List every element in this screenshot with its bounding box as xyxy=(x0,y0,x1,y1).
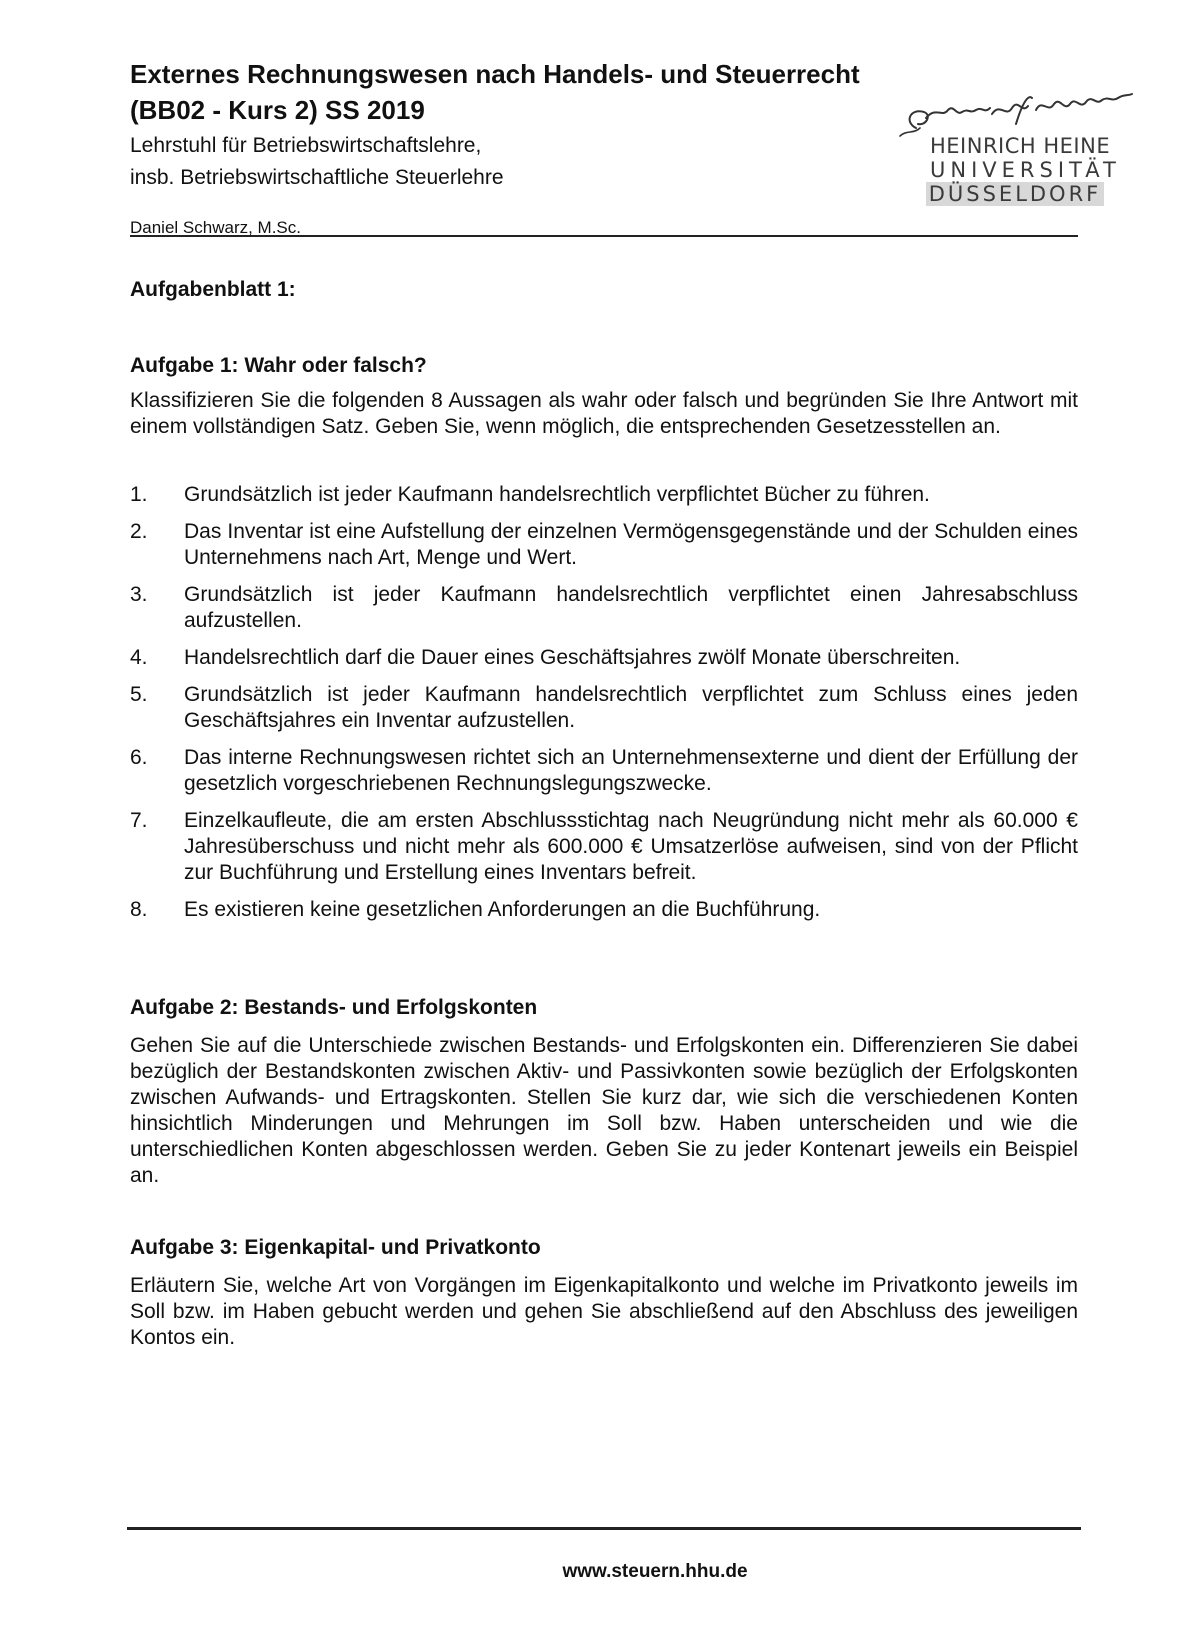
task-1-intro: Klassifizieren Sie die folgenden 8 Aussagen als wahr oder falsch und begründen Sie Ihre Antwort mit einem vollständigen Satz. Geben Sie, wenn möglich, die entsprechenden Gesetzesstellen an. xyxy=(130,389,1078,438)
chair-line-1: Lehrstuhl für Betriebswirtschaftslehre, xyxy=(130,134,482,157)
list-item xyxy=(130,897,1078,923)
list-item xyxy=(130,645,1078,671)
task-2-title: Aufgabe 2: Bestands- und Erfolgskonten xyxy=(130,996,538,1019)
logo-text-line-3: DÜSSELDORF xyxy=(926,182,1105,206)
statement-text: Grundsätzlich ist jeder Kaufmann handelsrechtlich verpflichtet Bücher zu führen. xyxy=(184,483,930,506)
list-item xyxy=(130,482,1078,508)
header-divider xyxy=(130,235,1078,237)
statement-number: 6. xyxy=(130,746,148,769)
list-item xyxy=(130,582,1078,634)
statement-text: Grundsätzlich ist jeder Kaufmann handelsrechtlich verpflichtet zum Schluss eines jeden Geschäftsjahres ein Inventar aufzustellen. xyxy=(184,683,1078,732)
course-title: Externes Rechnungswesen nach Handels- und Steuerrecht xyxy=(130,59,860,89)
statement-number: 5. xyxy=(130,683,148,706)
statement-number: 2. xyxy=(130,520,148,543)
task-1-title: Aufgabe 1: Wahr oder falsch? xyxy=(130,354,427,377)
footer-divider xyxy=(127,1527,1081,1530)
list-item xyxy=(130,682,1078,734)
statement-text: Es existieren keine gesetzlichen Anforderungen an die Buchführung. xyxy=(184,898,821,921)
statement-text: Grundsätzlich ist jeder Kaufmann handelsrechtlich verpflichtet einen Jahresabschluss aufzustellen. xyxy=(184,583,1078,632)
statement-text: Das Inventar ist eine Aufstellung der einzelnen Vermögensgegenstände und der Schulden eines Unternehmens nach Art, Menge und Wert. xyxy=(184,520,1078,569)
list-item xyxy=(130,745,1078,797)
list-item xyxy=(130,519,1078,571)
task-2-text: Gehen Sie auf die Unterschiede zwischen Bestands- und Erfolgskonten ein. Differenzieren Sie dabei bezüglich der Bestandskonten zwischen Aktiv- und Passivkonten sowie bezüglich der Erfolgskonten zwischen Aufwands- und Ertragskonten. Stellen Sie kurz dar, wie sich die verschiedenen Konten hinsichtlich Minderungen und Mehrungen im Soll bzw. Haben unterscheiden und wie die unterschiedlichen Konten abgeschlossen werden. Geben Sie zu jeder Kontenart jeweils ein Beispiel an. xyxy=(130,1034,1078,1187)
logo-text-line-1: HEINRICH HEINE xyxy=(930,134,1111,158)
statement-text: Einzelkaufleute, die am ersten Abschlussstichtag nach Neugründung nicht mehr als 60.000 € Jahresüberschuss und nicht mehr als 600.000 € Umsatzerlöse aufweisen, sind von der Pflicht zur Buchführung und Erstellung eines Inventars befreit. xyxy=(184,809,1078,884)
statement-number: 1. xyxy=(130,483,148,506)
list-item xyxy=(130,808,1078,886)
statement-number: 3. xyxy=(130,583,148,606)
statement-text: Handelsrechtlich darf die Dauer eines Geschäftsjahres zwölf Monate überschreiten. xyxy=(184,646,961,669)
footer-url: www.steuern.hhu.de xyxy=(562,1561,748,1582)
sheet-title: Aufgabenblatt 1: xyxy=(130,278,296,301)
statement-number: 4. xyxy=(130,646,148,669)
task-3-text: Erläutern Sie, welche Art von Vorgängen im Eigenkapitalkonto und welche im Privatkonto jeweils im Soll bzw. im Haben gebucht werden und gehen Sie abschließend auf den Abschluss des jeweiligen Kontos ein. xyxy=(130,1274,1078,1349)
statement-number: 8. xyxy=(130,898,148,921)
statement-number: 7. xyxy=(130,809,148,832)
task-3-title: Aufgabe 3: Eigenkapital- und Privatkonto xyxy=(130,1236,541,1259)
logo-text-line-2: UNIVERSITÄT xyxy=(930,158,1121,182)
statement-text: Das interne Rechnungswesen richtet sich an Unternehmensexterne und dient der Erfüllung der gesetzlich vorgeschriebenen Rechnungslegungszwecke. xyxy=(184,746,1078,795)
university-logo xyxy=(896,84,1136,208)
statement-list xyxy=(130,482,1078,934)
course-code: (BB02 - Kurs 2) SS 2019 xyxy=(130,95,425,125)
chair-line-2: insb. Betriebswirtschaftliche Steuerlehre xyxy=(130,166,504,189)
author-name: Daniel Schwarz, M.Sc. xyxy=(130,218,301,237)
